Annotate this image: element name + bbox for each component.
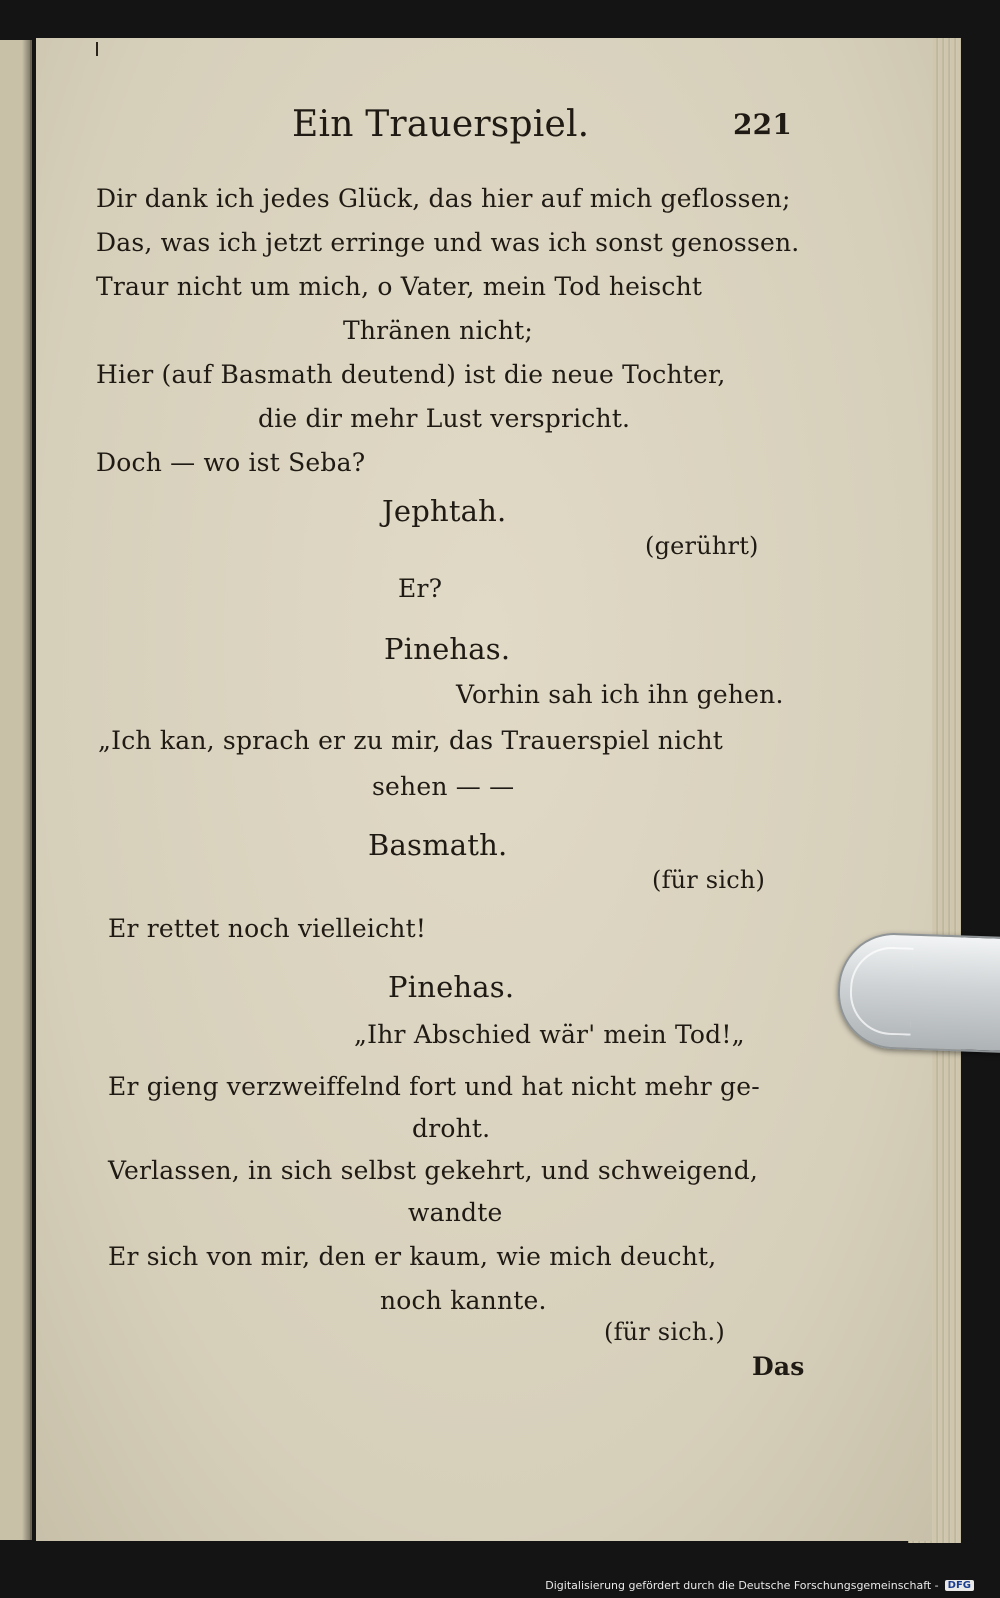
stage-direction: (für sich) (652, 866, 766, 894)
speaker-name: Jephtah. (382, 494, 507, 528)
verse-line-continuation: Thränen nicht; (343, 316, 534, 345)
verse-line: Vorhin sah ich ihn gehen. (456, 680, 784, 709)
verse-line-continuation: droht. (412, 1114, 491, 1143)
stage-direction: (gerührt) (645, 532, 759, 560)
verse-line: Das, was ich jetzt erringe und was ich sonst genossen. (96, 228, 800, 257)
speaker-name: Basmath. (368, 828, 508, 862)
page-clip (836, 931, 1000, 1053)
verse-line: „Ihr Abschied wär' mein Tod!„ (354, 1020, 745, 1049)
verse-line: Er? (398, 574, 443, 603)
dfg-logo: DFG (945, 1580, 974, 1591)
verse-line-continuation: noch kannte. (380, 1286, 547, 1315)
verse-line: Er rettet noch vielleicht! (108, 914, 427, 943)
verse-line: Traur nicht um mich, o Vater, mein Tod heischt (96, 272, 703, 301)
verse-line-continuation: die dir mehr Lust verspricht. (258, 404, 631, 433)
catchword: Das (752, 1352, 805, 1381)
digitization-credit (545, 1574, 974, 1596)
page-mark (96, 42, 98, 56)
verse-line: Verlassen, in sich selbst gekehrt, und schweigend, (108, 1156, 759, 1185)
facing-page-edge (0, 40, 32, 1540)
verse-line: Doch — wo ist Seba? (96, 448, 366, 477)
verse-line-continuation: sehen — — (372, 772, 515, 801)
verse-line-continuation: wandte (408, 1198, 503, 1227)
running-title: Ein Trauerspiel. (292, 104, 590, 145)
page-number: 221 (733, 108, 793, 141)
verse-line: Er gieng verzweiffelnd fort und hat nicht mehr ge- (108, 1072, 760, 1101)
stage-direction: (für sich.) (604, 1318, 725, 1346)
verse-line: Hier (auf Basmath deutend) ist die neue Tochter, (96, 360, 726, 389)
verse-line: Dir dank ich jedes Glück, das hier auf mich geflossen; (96, 184, 791, 213)
verse-line: „Ich kan, sprach er zu mir, das Trauerspiel nicht (98, 726, 724, 755)
verse-line: Er sich von mir, den er kaum, wie mich deucht, (108, 1242, 717, 1271)
credit-text: Digitalisierung gefördert durch die Deutsche Forschungsgemeinschaft - (545, 1578, 939, 1592)
speaker-name: Pinehas. (388, 970, 515, 1004)
speaker-name: Pinehas. (384, 632, 511, 666)
